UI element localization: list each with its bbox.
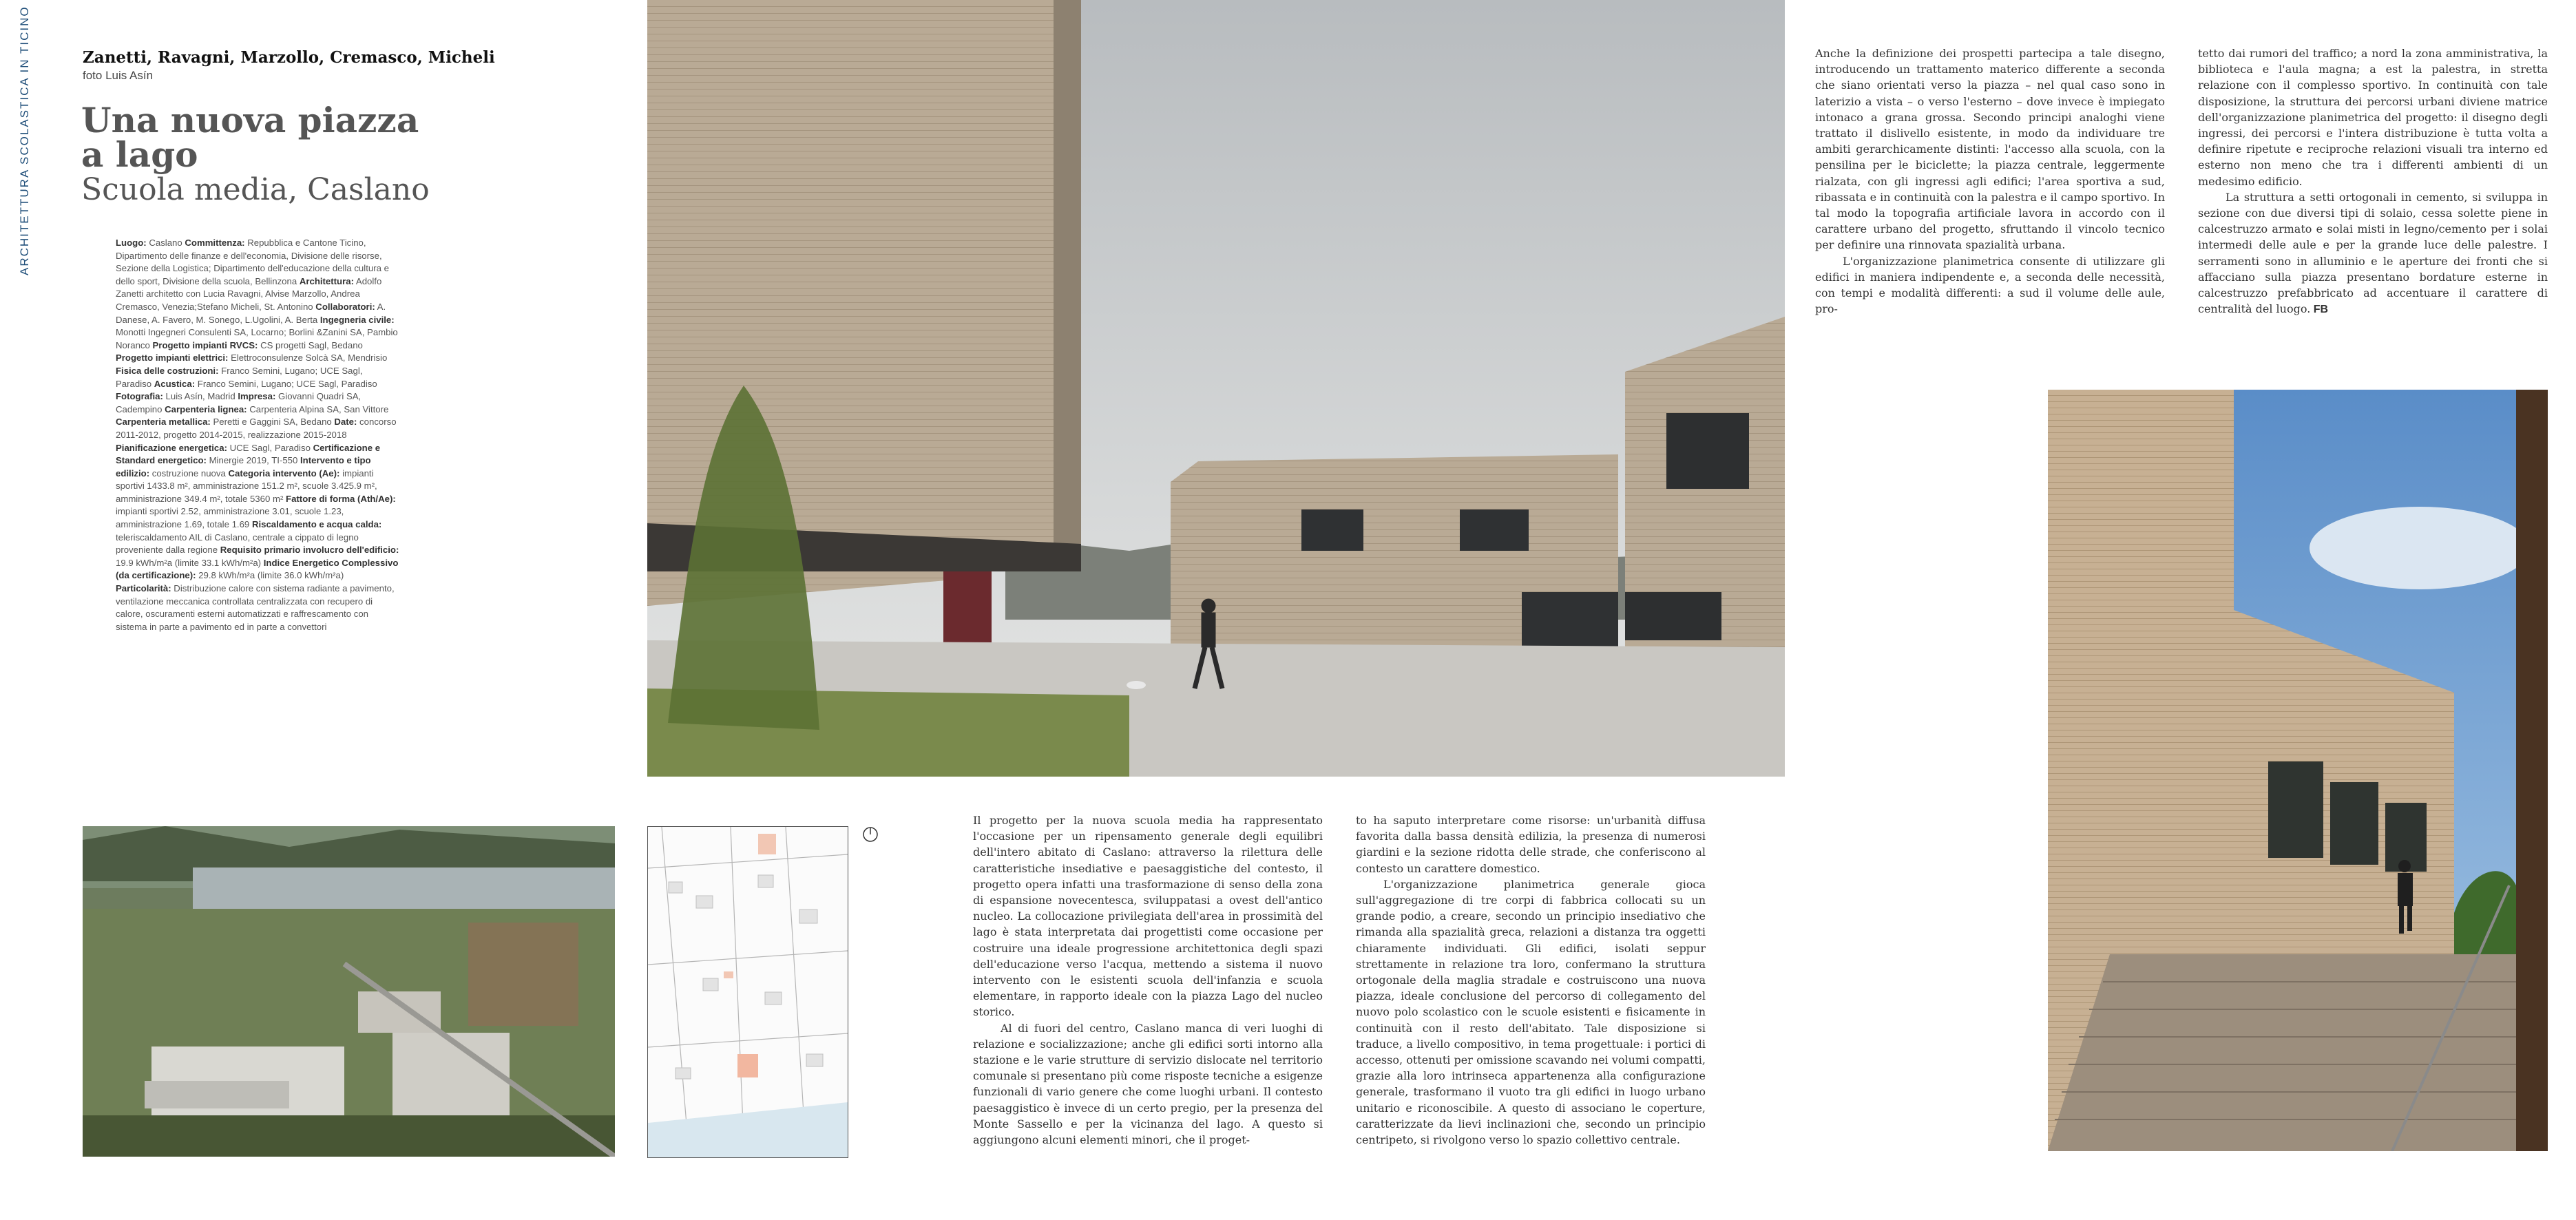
fact-value: Peretti e Gaggini SA, Bedano	[210, 417, 335, 428]
fact-value: concorso 2011-2012, progetto 2014-2015, realizzazione 2015-2018	[116, 417, 397, 440]
site-plan-drawing	[648, 827, 848, 1157]
paragraph-text: to ha saputo interpretare come risorse: un'urbanità diffusa favorita dalla bassa densità edilizia, la presenza di numerosi giardini e la sezione ridotta delle strade, che conferiscono al contesto un carattere domestico.	[1356, 814, 1706, 875]
fact-label: Riscaldamento e acqua calda:	[251, 519, 382, 530]
section-label: ARCHITETTURA SCOLASTICA IN TICINO	[18, 6, 31, 275]
fact-value: Franco Semini, Lugano; UCE Sagl, Paradiso	[116, 365, 363, 389]
fact-label: Categoria intervento (Ae):	[228, 467, 340, 478]
fact-label: Collaboratori:	[315, 301, 375, 312]
paragraph-text: Al di fuori del centro, Caslano manca di veri luoghi di relazione e socializzazione; anche gli edifici sorti intorno alla stazione e le varie strutture di servizio dislocate nel territorio comunale si presentano più come risposte tecniche a esigenze funzionali di vario genere che come luoghi urbani. Il contesto paesaggistico è invece di un certo pregio, per la presenza del Monte Sassello e per la vicinanza del lago. A questo si aggiungono alcuni elementi minori, che il proget-	[973, 1021, 1323, 1147]
main-photo	[647, 0, 1785, 777]
fact-value: impianti sportivi 2.52, amministrazione 3.01, scuole 1.23, amministrazione 1.69, totale 1.69	[116, 506, 344, 530]
article-paragraph	[1356, 812, 1706, 876]
fact-value: CS progetti Sagl, Bedano	[258, 339, 363, 350]
photo-credit: foto Luis Asín	[83, 69, 154, 82]
running-head	[18, 6, 37, 275]
paragraph-text: La struttura a setti ortogonali in cemento, si sviluppa in sezione con due diversi tipi di solaio, cessa solette piene in calcestruzzo armato e solai misti in legno/cemento per i solai intermedi delle aule e per la grande luce delle palestre. I serramenti sono in alluminio e le aperture dei fronti che si affacciano sulla piazza presentano bordature esterne in calcestruzzo prefabbricato ad accentuare il carattere di centralità del luogo.	[2198, 190, 2548, 316]
fact-value: impianti sportivi 1433.8 m², amministrazione 151.2 m², scuole 3.425.9 m², amministrazione 349.4 m², totale 5360 m²	[116, 467, 377, 504]
fact-label: Architettura:	[299, 275, 354, 286]
school-courtyard-photo	[647, 0, 1785, 777]
fact-label: Luogo:	[116, 238, 147, 248]
article-column-4	[2198, 45, 2548, 317]
fact-value: costruzione nuova	[149, 467, 229, 478]
stairs-building-photo	[2048, 390, 2548, 1151]
fact-label: Acustica:	[154, 378, 196, 389]
fact-label: Certificazione e Standard energetico:	[116, 442, 381, 466]
fact-label: Indice Energetico Complessivo (da certificazione):	[116, 557, 399, 581]
article-column-1	[973, 812, 1323, 1148]
article-title	[81, 100, 439, 175]
article-paragraph	[1815, 45, 2165, 253]
authors-credit: Zanetti, Ravagni, Marzollo, Cremasco, Micheli	[83, 48, 495, 67]
paragraph-text: L'organizzazione planimetrica consente di utilizzare gli edifici in maniera indipendente e, a seconda delle necessità, con tempi e modalità differenti: a sud il volume delle aule, pro-	[1815, 254, 2165, 316]
fact-label: Fotografia:	[116, 391, 163, 402]
fact-value: A. Danese, A. Favero, M. Sonego, L.Ugolini, A. Berta	[116, 301, 386, 325]
fact-value: Luis Asín, Madrid	[163, 391, 238, 402]
fact-label: Requisito primario involucro dell'edificio:	[220, 545, 399, 556]
fact-label: Carpenteria lignea:	[165, 403, 247, 414]
article-paragraph	[973, 812, 1323, 1020]
fact-value: Carpenteria Alpina SA, San Vittore	[247, 403, 389, 414]
fact-value: Repubblica e Cantone Ticino, Dipartimento delle finanze e dell'economia, Divisione delle risorse, Sezione della Logistica; Dipartimento dell'educazione della cultura e dello sport, Divisione della scuola, Bellinzona	[116, 238, 389, 286]
project-facts	[116, 237, 399, 633]
fact-label: Date:	[334, 417, 357, 428]
paragraph-text: Il progetto per la nuova scuola media ha rappresentato l'occasione per un ripensamento generale degli equilibri dell'intero abitato di Caslano: attraverso la rilettura delle caratteristiche insediative e paesaggistiche del contesto, il progetto opera infatti una trasformazione di senso della zona di espansione novecentesca, sviluppatasi a ovest dell'antico nucleo. La collocazione privilegiata dell'area in prossimità del lago è stata interpretata dai progettisti come occasione per costruire una ideale progressione architettonica degli spazi dell'educazione verso l'acqua, mettendo a sistema il nuovo intervento con le esistenti scuola dell'infanzia e scuola elementare, in rapporto ideale con la piazza Lago del nucleo storico.	[973, 814, 1323, 1019]
fact-value: 29.8 kWh/m²a (limite 36.0 kWh/m²a)	[196, 570, 344, 581]
title-line-1: Una nuova piazza	[81, 100, 419, 140]
fact-label: Carpenteria metallica:	[116, 417, 211, 428]
fact-value: Giovanni Quadri SA, Cadempino	[116, 391, 362, 414]
fact-value: Monotti Ingegneri Consulenti SA, Locarno; Borlini &Zanini SA, Pambio Noranco	[116, 327, 398, 350]
article-paragraph	[2198, 189, 2548, 318]
fact-value: Caslano	[146, 238, 185, 248]
north-arrow-icon	[862, 826, 879, 843]
paragraph-text: Anche la definizione dei prospetti partecipa a tale disegno, introducendo un trattamento materico differente a seconda che siano orientati verso la piazza – nel qual caso sono in laterizio a vista – o verso l'esterno – dove invece è impiegato intonaco a grana grossa. Secondo principi analoghi viene trattato il dislivello esistente, in modo da individuare tre ambiti gerarchicamente distinti: l'accesso alla scuola, con la pensilina per le biciclette; la piazza centrale, leggermente rialzata, con gli ingressi agli edifici; l'area sportiva a sud, ribassata e in continuità con la palestra e il campo sportivo. In tal modo la topografia artificiale lavora in accordo con il carattere urbano del progetto, sfruttando il vincolo tecnico per definire una rinnovata spazialità urbana.	[1815, 47, 2165, 252]
fact-value: Distribuzione calore con sistema radiante a pavimento, ventilazione meccanica controllata centralizzata con recupero di calore, oscuramenti esterni automatizzati e raffrescamento con sistema in parte a pavimento ed in parte a convettori	[116, 583, 395, 632]
fact-value: Adolfo Zanetti architetto con Lucia Ravagni, Alvise Marzollo, Andrea Cremasco, Venezia;Stefano Micheli, St. Antonino	[116, 275, 382, 312]
article-column-2	[1356, 812, 1706, 1148]
fact-value: 19.9 kWh/m²a (limite 33.1 kWh/m²a)	[116, 557, 264, 568]
fact-value: Elettroconsulenze Solcà SA, Mendrisio	[228, 353, 388, 364]
fact-label: Pianificazione energetica:	[116, 442, 227, 453]
article-paragraph	[2198, 45, 2548, 189]
fact-label: Intervento e tipo edilizio:	[116, 455, 371, 478]
article-paragraph	[1815, 253, 2165, 317]
title-line-2: a lago	[81, 134, 198, 175]
fact-value: Franco Semini, Lugano; UCE Sagl, Paradiso	[195, 378, 377, 389]
article-paragraph	[973, 1020, 1323, 1148]
fact-label: Ingegneria civile:	[320, 314, 395, 325]
article-column-3	[1815, 45, 2165, 317]
site-plan	[647, 826, 848, 1158]
fact-label: Fisica delle costruzioni:	[116, 365, 219, 376]
fact-value: Minergie 2019, TI-550	[206, 455, 301, 466]
article-paragraph	[1356, 876, 1706, 1148]
author-signature: FB	[2310, 304, 2329, 316]
fact-label: Progetto impianti elettrici:	[116, 353, 229, 364]
article-subtitle: Scuola media, Caslano	[81, 172, 430, 207]
stair-photo	[2048, 390, 2548, 1151]
aerial-view-photo	[83, 826, 615, 1157]
fact-value: UCE Sagl, Paradiso	[227, 442, 313, 453]
paragraph-text: L'organizzazione planimetrica generale gioca sull'aggregazione di tre corpi di fabbrica collocati su un grande podio, a creare, secondo un principio insediativo che rimanda alla spazialità greca, relazioni a distanza tra oggetti chiaramente individuati. Gli edifici, isolati seppur strettamente in relazione tra loro, confermano la struttura ortogonale della maglia stradale e costruiscono una nuova piazza, ideale conclusione del percorso di collegamento del nuovo polo scolastico con le scuole esistenti e fisicamente in continuità con il resto dell'abitato. Tale disposizione si traduce, a livello compositivo, in tema progettuale: i portici di accesso, ottenuti per omissione scavando nei volumi compatti, grazie alla loro intrinseca appartenenza alla configurazione generale, trasformano il vuoto tra gli edifici in luogo urbano unitario e riconoscibile. A questo di associano le coperture, caratterizzate da lievi inclinazioni che, secondo un principio centripeto, si rivolgono verso lo spazio collettivo centrale.	[1356, 877, 1706, 1147]
fact-label: Committenza:	[185, 238, 245, 248]
fact-label: Particolarità:	[116, 583, 171, 594]
aerial-photo	[83, 826, 615, 1157]
fact-label: Impresa:	[238, 391, 276, 402]
fact-label: Progetto impianti RVCS:	[152, 339, 258, 350]
fact-label: Fattore di forma (Ath/Ae):	[286, 493, 396, 504]
paragraph-text: tetto dai rumori del traffico; a nord la zona amministrativa, la biblioteca e l'aula magna; a est la palestra, in stretta relazione con il complesso sportivo. In continuità con tale disposizione, la struttura dei percorsi urbani diviene matrice dell'organizzazione planimetrica del progetto: il disegno degli ingressi, dei percorsi e l'intera distribuzione è tutta volta a definire ripetute e reciproche relazioni visuali tra interno ed esterno non meno che tra i differenti ambienti di un medesimo edificio.	[2198, 47, 2548, 188]
fact-value: teleriscaldamento AIL di Caslano, centrale a cippato di legno proveniente dalla regione	[116, 532, 359, 556]
